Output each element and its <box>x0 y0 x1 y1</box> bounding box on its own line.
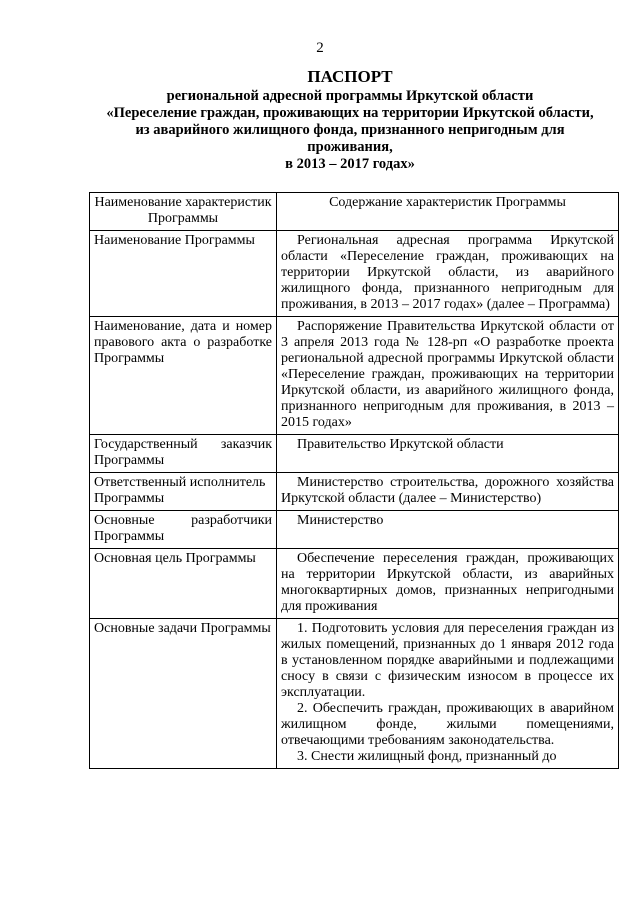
row-value: Министерство <box>277 511 619 549</box>
table-header-row <box>90 193 619 231</box>
column-header-content: Содержание характеристик Программы <box>277 193 619 231</box>
row-value: Региональная адресная программа Иркутской области «Переселение граждан, проживающих на территории Иркутской области, из аварийного жилищного фонда, признанного непригодным для проживания, в 2013 – 2017 годах» (далее – Программа) <box>277 231 619 317</box>
table-row <box>90 549 619 619</box>
table-row <box>90 317 619 435</box>
subtitle-line: региональной адресной программы Иркутской области <box>166 88 534 104</box>
table-row <box>90 473 619 511</box>
passport-header <box>80 68 620 173</box>
row-label: Наименование, дата и номер правового акта о разработке Программы <box>90 317 277 435</box>
subtitle-line: «Переселение граждан, проживающих на территории Иркутской области, <box>106 105 594 121</box>
table-row <box>90 435 619 473</box>
subtitle-line: проживания, <box>307 139 393 155</box>
page-number: 2 <box>316 40 324 56</box>
table-row <box>90 231 619 317</box>
row-label: Государственный заказчик Программы <box>90 435 277 473</box>
row-label: Основная цель Программы <box>90 549 277 619</box>
row-value: Министерство строительства, дорожного хозяйства Иркутской области (далее – Министерство) <box>277 473 619 511</box>
row-label: Основные разработчики Программы <box>90 511 277 549</box>
table-row <box>90 619 619 769</box>
subtitle-line: в 2013 – 2017 годах» <box>285 156 415 172</box>
row-label: Ответственный исполнитель Программы <box>90 473 277 511</box>
column-header-characteristics: Наименование характеристик Программы <box>90 193 277 231</box>
row-value: Правительство Иркутской области <box>277 435 619 473</box>
task-paragraph: 3. Снести жилищный фонд, признанный до <box>297 749 557 764</box>
row-label: Наименование Программы <box>90 231 277 317</box>
table-row <box>90 511 619 549</box>
passport-title: ПАСПОРТ <box>307 67 393 86</box>
row-label: Основные задачи Программы <box>90 619 277 769</box>
row-value: Распоряжение Правительства Иркутской области от 3 апреля 2013 года № 128-рп «О разработке проекта региональной адресной программы Иркутской области «Переселение граждан, проживающих на территории Иркутской области, из аварийного жилищного фонда, признанного непригодным для проживания, в 2013 – 2015 годах» <box>277 317 619 435</box>
subtitle-line: из аварийного жилищного фонда, признанного непригодным для <box>135 122 565 138</box>
task-paragraph: 2. Обеспечить граждан, проживающих в аварийном жилищном фонде, жилыми помещениями, отвечающими требованиям законодательства. <box>281 701 614 748</box>
passport-table <box>89 192 619 769</box>
row-value <box>277 619 619 769</box>
task-paragraph: 1. Подготовить условия для переселения граждан из жилых помещений, признанных до 1 января 2012 года в установленном порядке аварийными и подлежащими сносу в связи с физическим износом в процессе их эксплуатации. <box>281 621 614 700</box>
row-value: Обеспечение переселения граждан, проживающих на территории Иркутской области, из аварийных многоквартирных домов, признанных непригодными для проживания <box>277 549 619 619</box>
